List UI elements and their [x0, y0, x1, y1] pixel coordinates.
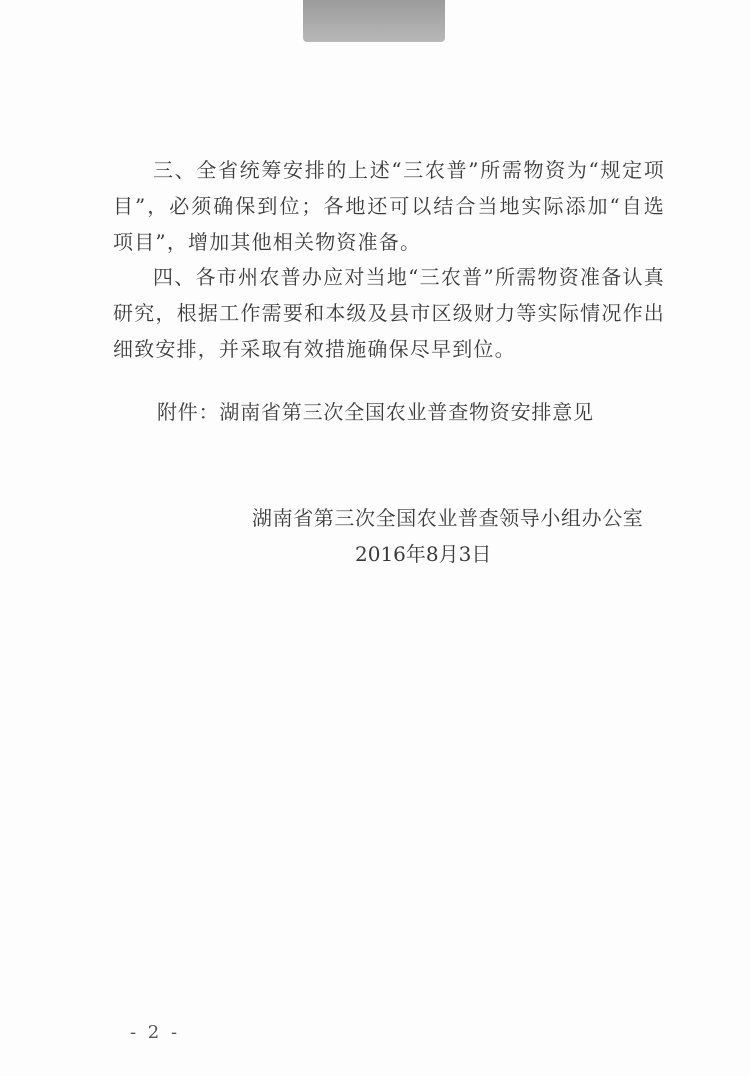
paragraph-item-4: 四、各市州农普办应对当地“三农普”所需物资准备认真研究，根据工作需要和本级及县市区级财力等实际情况作出细致安排，并采取有效措施确保尽早到位。: [113, 265, 665, 361]
scanner-tab-mark: [303, 0, 445, 42]
signing-organization: 湖南省第三次全国农业普查领导小组办公室: [252, 506, 644, 530]
page-number: - 2 -: [130, 1022, 181, 1043]
signing-date: 2016年8月3日: [355, 542, 492, 566]
attachment-line: 附件：湖南省第三次全国农业普查物资安排意见: [157, 400, 594, 424]
paragraph-item-3: 三、全省统筹安排的上述“三农普”所需物资为“规定项目”，必须确保到位；各地还可以结合当地实际添加“自选项目”，增加其他相关物资准备。: [113, 158, 665, 254]
